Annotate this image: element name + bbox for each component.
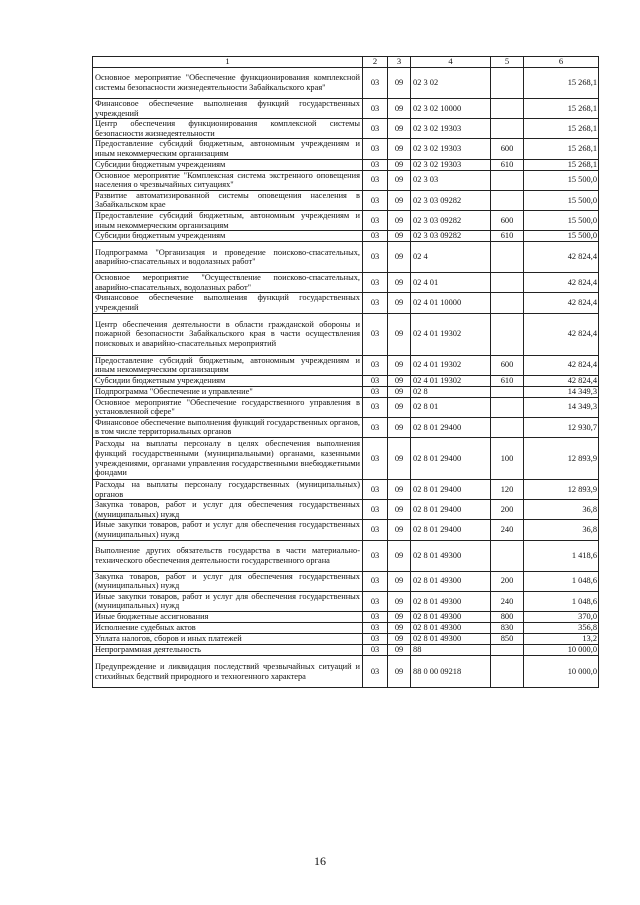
cell-subsection: 09 [388,139,411,159]
cell-expense-type: 610 [491,159,524,170]
cell-subsection: 09 [388,520,411,540]
cell-name: Субсидии бюджетным учреждениям [93,231,363,242]
cell-section: 03 [363,293,388,313]
cell-name: Иные закупки товаров, работ и услуг для обеспечения государственных (муниципальных) нужд [93,591,363,611]
cell-target-article: 02 8 01 29400 [411,520,491,540]
cell-section: 03 [363,520,388,540]
cell-amount: 15 500,0 [524,190,599,210]
cell-name: Расходы на выплаты персоналу государственных (муниципальных) органов [93,480,363,500]
header-col-6: 6 [524,57,599,68]
cell-subsection: 09 [388,170,411,190]
cell-section: 03 [363,190,388,210]
cell-name: Закупка товаров, работ и услуг для обеспечения государственных (муниципальных) нужд [93,571,363,591]
cell-section: 03 [363,623,388,634]
cell-expense-type: 850 [491,634,524,645]
cell-expense-type [491,242,524,273]
cell-subsection: 09 [388,540,411,571]
cell-name: Финансовое обеспечение выполнения функций государственных учреждений [93,99,363,119]
cell-target-article: 02 3 03 [411,170,491,190]
cell-name: Подпрограмма "Обеспечение и управление" [93,386,363,397]
cell-name: Центр обеспечения деятельности в области гражданской обороны и пожарной безопасности Забайкальского края в части осуществления поисковых и аварийно-спасательных мероприятий [93,313,363,355]
cell-amount: 15 500,0 [524,231,599,242]
cell-name: Непрограммная деятельность [93,645,363,656]
cell-subsection: 09 [388,438,411,480]
cell-section: 03 [363,313,388,355]
cell-subsection: 09 [388,293,411,313]
cell-target-article: 88 [411,645,491,656]
cell-target-article: 02 8 01 49300 [411,612,491,623]
cell-subsection: 09 [388,273,411,293]
cell-expense-type [491,99,524,119]
cell-amount: 42 824,4 [524,355,599,375]
table-body [93,68,599,688]
cell-expense-type [491,273,524,293]
cell-target-article: 02 8 01 29400 [411,500,491,520]
cell-subsection: 09 [388,159,411,170]
cell-name: Подпрограмма "Организация и проведение поисково-спасательных, аварийно-спасательных и водолазных работ" [93,242,363,273]
cell-expense-type [491,190,524,210]
cell-section: 03 [363,210,388,230]
cell-amount: 13,2 [524,634,599,645]
cell-name: Финансовое обеспечение выполнения функций государственных учреждений [93,293,363,313]
cell-target-article: 02 8 01 49300 [411,540,491,571]
cell-amount: 42 824,4 [524,242,599,273]
cell-amount: 15 500,0 [524,210,599,230]
table-row [93,520,599,540]
table-row [93,386,599,397]
header-col-2: 2 [363,57,388,68]
cell-expense-type [491,645,524,656]
table-row [93,375,599,386]
cell-expense-type [491,386,524,397]
cell-expense-type: 830 [491,623,524,634]
cell-name: Финансовое обеспечение выполнения функций государственных органов, в том числе территориальных органов [93,417,363,437]
cell-name: Предоставление субсидий бюджетным, автономным учреждениям и иным некоммерческим организациям [93,139,363,159]
cell-amount: 14 349,3 [524,386,599,397]
cell-amount: 14 349,3 [524,397,599,417]
cell-section: 03 [363,170,388,190]
header-col-4: 4 [411,57,491,68]
table-row [93,571,599,591]
cell-expense-type: 240 [491,591,524,611]
cell-name: Выполнение других обязательств государства в части материально-технического обеспечения деятельности государственного органа [93,540,363,571]
cell-expense-type: 100 [491,438,524,480]
cell-target-article: 02 8 01 49300 [411,591,491,611]
table-row [93,591,599,611]
table-row [93,273,599,293]
cell-subsection: 09 [388,355,411,375]
cell-section: 03 [363,386,388,397]
cell-expense-type [491,170,524,190]
cell-subsection: 09 [388,645,411,656]
cell-subsection: 09 [388,634,411,645]
table-row [93,500,599,520]
cell-subsection: 09 [388,313,411,355]
table-row [93,159,599,170]
table-row [93,313,599,355]
header-col-3: 3 [388,57,411,68]
cell-target-article: 02 3 02 19303 [411,119,491,139]
cell-section: 03 [363,500,388,520]
cell-target-article: 02 3 02 [411,68,491,99]
cell-target-article: 02 8 01 29400 [411,438,491,480]
cell-section: 03 [363,438,388,480]
cell-amount: 42 824,4 [524,293,599,313]
cell-name: Основное мероприятие "Обеспечение функционирования комплексной системы безопасности жизнедеятельности Забайкальского края" [93,68,363,99]
cell-expense-type [491,397,524,417]
cell-target-article: 02 8 01 49300 [411,571,491,591]
cell-amount: 42 824,4 [524,375,599,386]
cell-target-article: 02 3 03 09282 [411,231,491,242]
cell-expense-type: 200 [491,500,524,520]
cell-subsection: 09 [388,119,411,139]
table-row [93,417,599,437]
cell-subsection: 09 [388,231,411,242]
cell-section: 03 [363,119,388,139]
cell-amount: 15 268,1 [524,119,599,139]
cell-amount: 1 048,6 [524,591,599,611]
cell-target-article: 02 4 [411,242,491,273]
header-col-5: 5 [491,57,524,68]
cell-expense-type [491,656,524,688]
cell-expense-type [491,293,524,313]
cell-name: Субсидии бюджетным учреждениям [93,375,363,386]
table-row [93,119,599,139]
cell-subsection: 09 [388,375,411,386]
cell-name: Предоставление субсидий бюджетным, автономным учреждениям и иным некоммерческим организациям [93,355,363,375]
cell-name: Иные закупки товаров, работ и услуг для обеспечения государственных (муниципальных) нужд [93,520,363,540]
cell-section: 03 [363,591,388,611]
cell-amount: 1 048,6 [524,571,599,591]
cell-section: 03 [363,612,388,623]
cell-section: 03 [363,375,388,386]
cell-amount: 356,8 [524,623,599,634]
cell-expense-type: 800 [491,612,524,623]
cell-expense-type [491,417,524,437]
table-row [93,623,599,634]
cell-subsection: 09 [388,571,411,591]
table-row [93,99,599,119]
cell-amount: 15 268,1 [524,68,599,99]
table-row [93,231,599,242]
cell-name: Предоставление субсидий бюджетным, автономным учреждениям и иным некоммерческим организациям [93,210,363,230]
table-row [93,397,599,417]
cell-amount: 10 000,0 [524,656,599,688]
cell-target-article: 02 4 01 10000 [411,293,491,313]
cell-target-article: 02 3 02 19303 [411,159,491,170]
cell-subsection: 09 [388,68,411,99]
cell-subsection: 09 [388,99,411,119]
table-row [93,210,599,230]
budget-table [92,56,599,688]
page-number: 16 [314,854,326,868]
cell-section: 03 [363,139,388,159]
table-row [93,540,599,571]
cell-name: Центр обеспечения функционирования комплексной системы безопасности жизнедеятельности [93,119,363,139]
cell-name: Иные бюджетные ассигнования [93,612,363,623]
cell-name: Уплата налогов, сборов и иных платежей [93,634,363,645]
cell-expense-type: 610 [491,375,524,386]
cell-target-article: 02 8 [411,386,491,397]
cell-section: 03 [363,645,388,656]
cell-name: Расходы на выплаты персоналу в целях обеспечения выполнения функций государственными (муниципальными) органами, казенными учреждениями, органами управления государственными внебюджетными фондами [93,438,363,480]
table-row [93,480,599,500]
table-row [93,355,599,375]
cell-section: 03 [363,571,388,591]
cell-name: Основное мероприятие "Обеспечение государственного управления в установленной сфере" [93,397,363,417]
cell-subsection: 09 [388,656,411,688]
cell-amount: 12 893,9 [524,480,599,500]
cell-section: 03 [363,540,388,571]
cell-amount: 12 930,7 [524,417,599,437]
table-row [93,139,599,159]
table-row [93,634,599,645]
cell-target-article: 02 3 02 10000 [411,99,491,119]
cell-expense-type: 600 [491,355,524,375]
cell-name: Закупка товаров, работ и услуг для обеспечения государственных (муниципальных) нужд [93,500,363,520]
header-col-1: 1 [93,57,363,68]
table-row [93,242,599,273]
table-row [93,645,599,656]
cell-section: 03 [363,417,388,437]
cell-expense-type: 120 [491,480,524,500]
cell-target-article: 02 8 01 29400 [411,417,491,437]
cell-target-article: 02 4 01 19302 [411,375,491,386]
cell-amount: 370,0 [524,612,599,623]
cell-target-article: 88 0 00 09218 [411,656,491,688]
cell-name: Развитие автоматизированной системы оповещения населения в Забайкальском крае [93,190,363,210]
cell-target-article: 02 3 02 19303 [411,139,491,159]
cell-section: 03 [363,634,388,645]
cell-expense-type: 200 [491,571,524,591]
cell-amount: 15 268,1 [524,159,599,170]
cell-target-article: 02 8 01 49300 [411,634,491,645]
cell-amount: 42 824,4 [524,273,599,293]
cell-amount: 15 268,1 [524,99,599,119]
cell-amount: 1 418,6 [524,540,599,571]
cell-subsection: 09 [388,397,411,417]
table-row [93,293,599,313]
header-row [93,57,599,68]
cell-name: Субсидии бюджетным учреждениям [93,159,363,170]
cell-subsection: 09 [388,591,411,611]
cell-name: Основное мероприятие "Комплексная система экстренного оповещения населения о чрезвычайных ситуациях" [93,170,363,190]
cell-target-article: 02 3 03 09282 [411,210,491,230]
table-row [93,612,599,623]
cell-target-article: 02 3 03 09282 [411,190,491,210]
cell-expense-type [491,68,524,99]
cell-target-article: 02 4 01 [411,273,491,293]
table-row [93,438,599,480]
cell-target-article: 02 8 01 29400 [411,480,491,500]
cell-subsection: 09 [388,386,411,397]
cell-subsection: 09 [388,210,411,230]
cell-section: 03 [363,242,388,273]
cell-amount: 10 000,0 [524,645,599,656]
cell-section: 03 [363,656,388,688]
cell-section: 03 [363,480,388,500]
cell-expense-type [491,313,524,355]
cell-subsection: 09 [388,623,411,634]
cell-amount: 15 268,1 [524,139,599,159]
cell-subsection: 09 [388,612,411,623]
table-row [93,190,599,210]
cell-amount: 36,8 [524,500,599,520]
cell-subsection: 09 [388,500,411,520]
cell-section: 03 [363,68,388,99]
cell-expense-type: 240 [491,520,524,540]
cell-target-article: 02 8 01 49300 [411,623,491,634]
table-row [93,170,599,190]
cell-amount: 36,8 [524,520,599,540]
cell-name: Основное мероприятие "Осуществление поисково-спасательных, аварийно-спасательных, водолазных работ" [93,273,363,293]
cell-expense-type [491,540,524,571]
table-header [93,57,599,68]
cell-amount: 42 824,4 [524,313,599,355]
cell-name: Предупреждение и ликвидация последствий чрезвычайных ситуаций и стихийных бедствий природного и техногенного характера [93,656,363,688]
cell-name: Исполнение судебных актов [93,623,363,634]
cell-expense-type [491,119,524,139]
cell-subsection: 09 [388,417,411,437]
table-row [93,68,599,99]
cell-section: 03 [363,99,388,119]
cell-section: 03 [363,231,388,242]
cell-section: 03 [363,355,388,375]
cell-amount: 15 500,0 [524,170,599,190]
cell-expense-type: 600 [491,139,524,159]
cell-expense-type: 600 [491,210,524,230]
cell-subsection: 09 [388,480,411,500]
cell-expense-type: 610 [491,231,524,242]
cell-subsection: 09 [388,242,411,273]
cell-target-article: 02 4 01 19302 [411,355,491,375]
cell-section: 03 [363,273,388,293]
cell-target-article: 02 8 01 [411,397,491,417]
cell-section: 03 [363,397,388,417]
cell-target-article: 02 4 01 19302 [411,313,491,355]
cell-subsection: 09 [388,190,411,210]
table-row [93,656,599,688]
cell-section: 03 [363,159,388,170]
cell-amount: 12 893,9 [524,438,599,480]
